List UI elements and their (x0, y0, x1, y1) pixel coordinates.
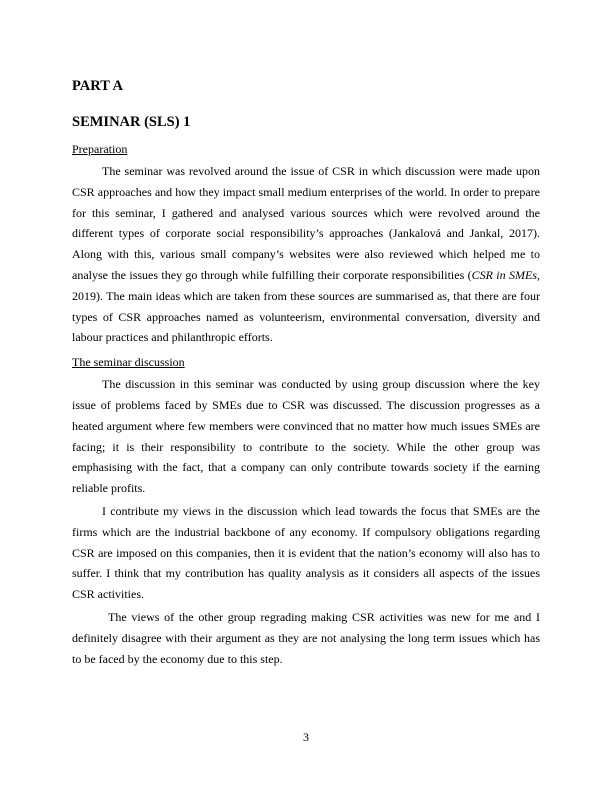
part-heading: PART A (72, 78, 123, 94)
section-title-preparation: Preparation (72, 142, 128, 156)
section-preparation (72, 141, 540, 348)
discussion-paragraph-3: The views of the other group regrading making CSR activities was new for me and I definitely disagree with their argument as they are not analysing the long term issues which has to be faced by the economy due to this step. (72, 609, 540, 666)
preparation-paragraph-text-end: , 2019). The main ideas which are taken from these sources are summarised as, that there are four types of CSR approaches named as volunteerism, environmental conversation, diversity and labour practices and philanthropic efforts. (72, 267, 541, 345)
preparation-paragraph (72, 161, 540, 348)
section-seminar-discussion (72, 354, 540, 669)
seminar-heading: SEMINAR (SLS) 1 (72, 114, 191, 130)
citation-italic: CSR in SMEs (471, 267, 538, 282)
section-title-seminar-discussion: The seminar discussion (72, 355, 185, 370)
page-number: 3 (303, 730, 309, 744)
discussion-paragraph-2: I contribute my views in the discussion which lead towards the focus that SMEs are the firms which are the industrial backbone of any economy. If compulsory obligations regarding CSR are imposed on this companies, then it is evident that the nation’s economy will also has to suffer. I think that my contribution has quality analysis as it considers all aspects of the issues CSR activities. (72, 503, 540, 602)
page-content (72, 76, 540, 669)
discussion-paragraph-1: The discussion in this seminar was conducted by using group discussion where the key issue of problems faced by SMEs due to CSR was discussed. The discussion progresses as a heated argument where few members were convinced that no matter how much issues SMEs are facing; it is their responsibility to contribute to the society. While the other group was emphasising with the fact, that a company can only contribute towards society if the earning reliable profits. (72, 377, 540, 496)
preparation-paragraph-text: The seminar was revolved around the issue of CSR in which discussion were made upon CSR approaches and how they impact small medium enterprises of the world. In order to prepare for this seminar, I gathered and analysed various sources which were revolved around the different types of corporate social responsibility’s approaches (Jankalová and Jankal, 2017). Along with this, various small company’s websites were also reviewed which helped me to analyse the issues they go through while fulfilling their corporate responsibilities ( (72, 164, 540, 282)
